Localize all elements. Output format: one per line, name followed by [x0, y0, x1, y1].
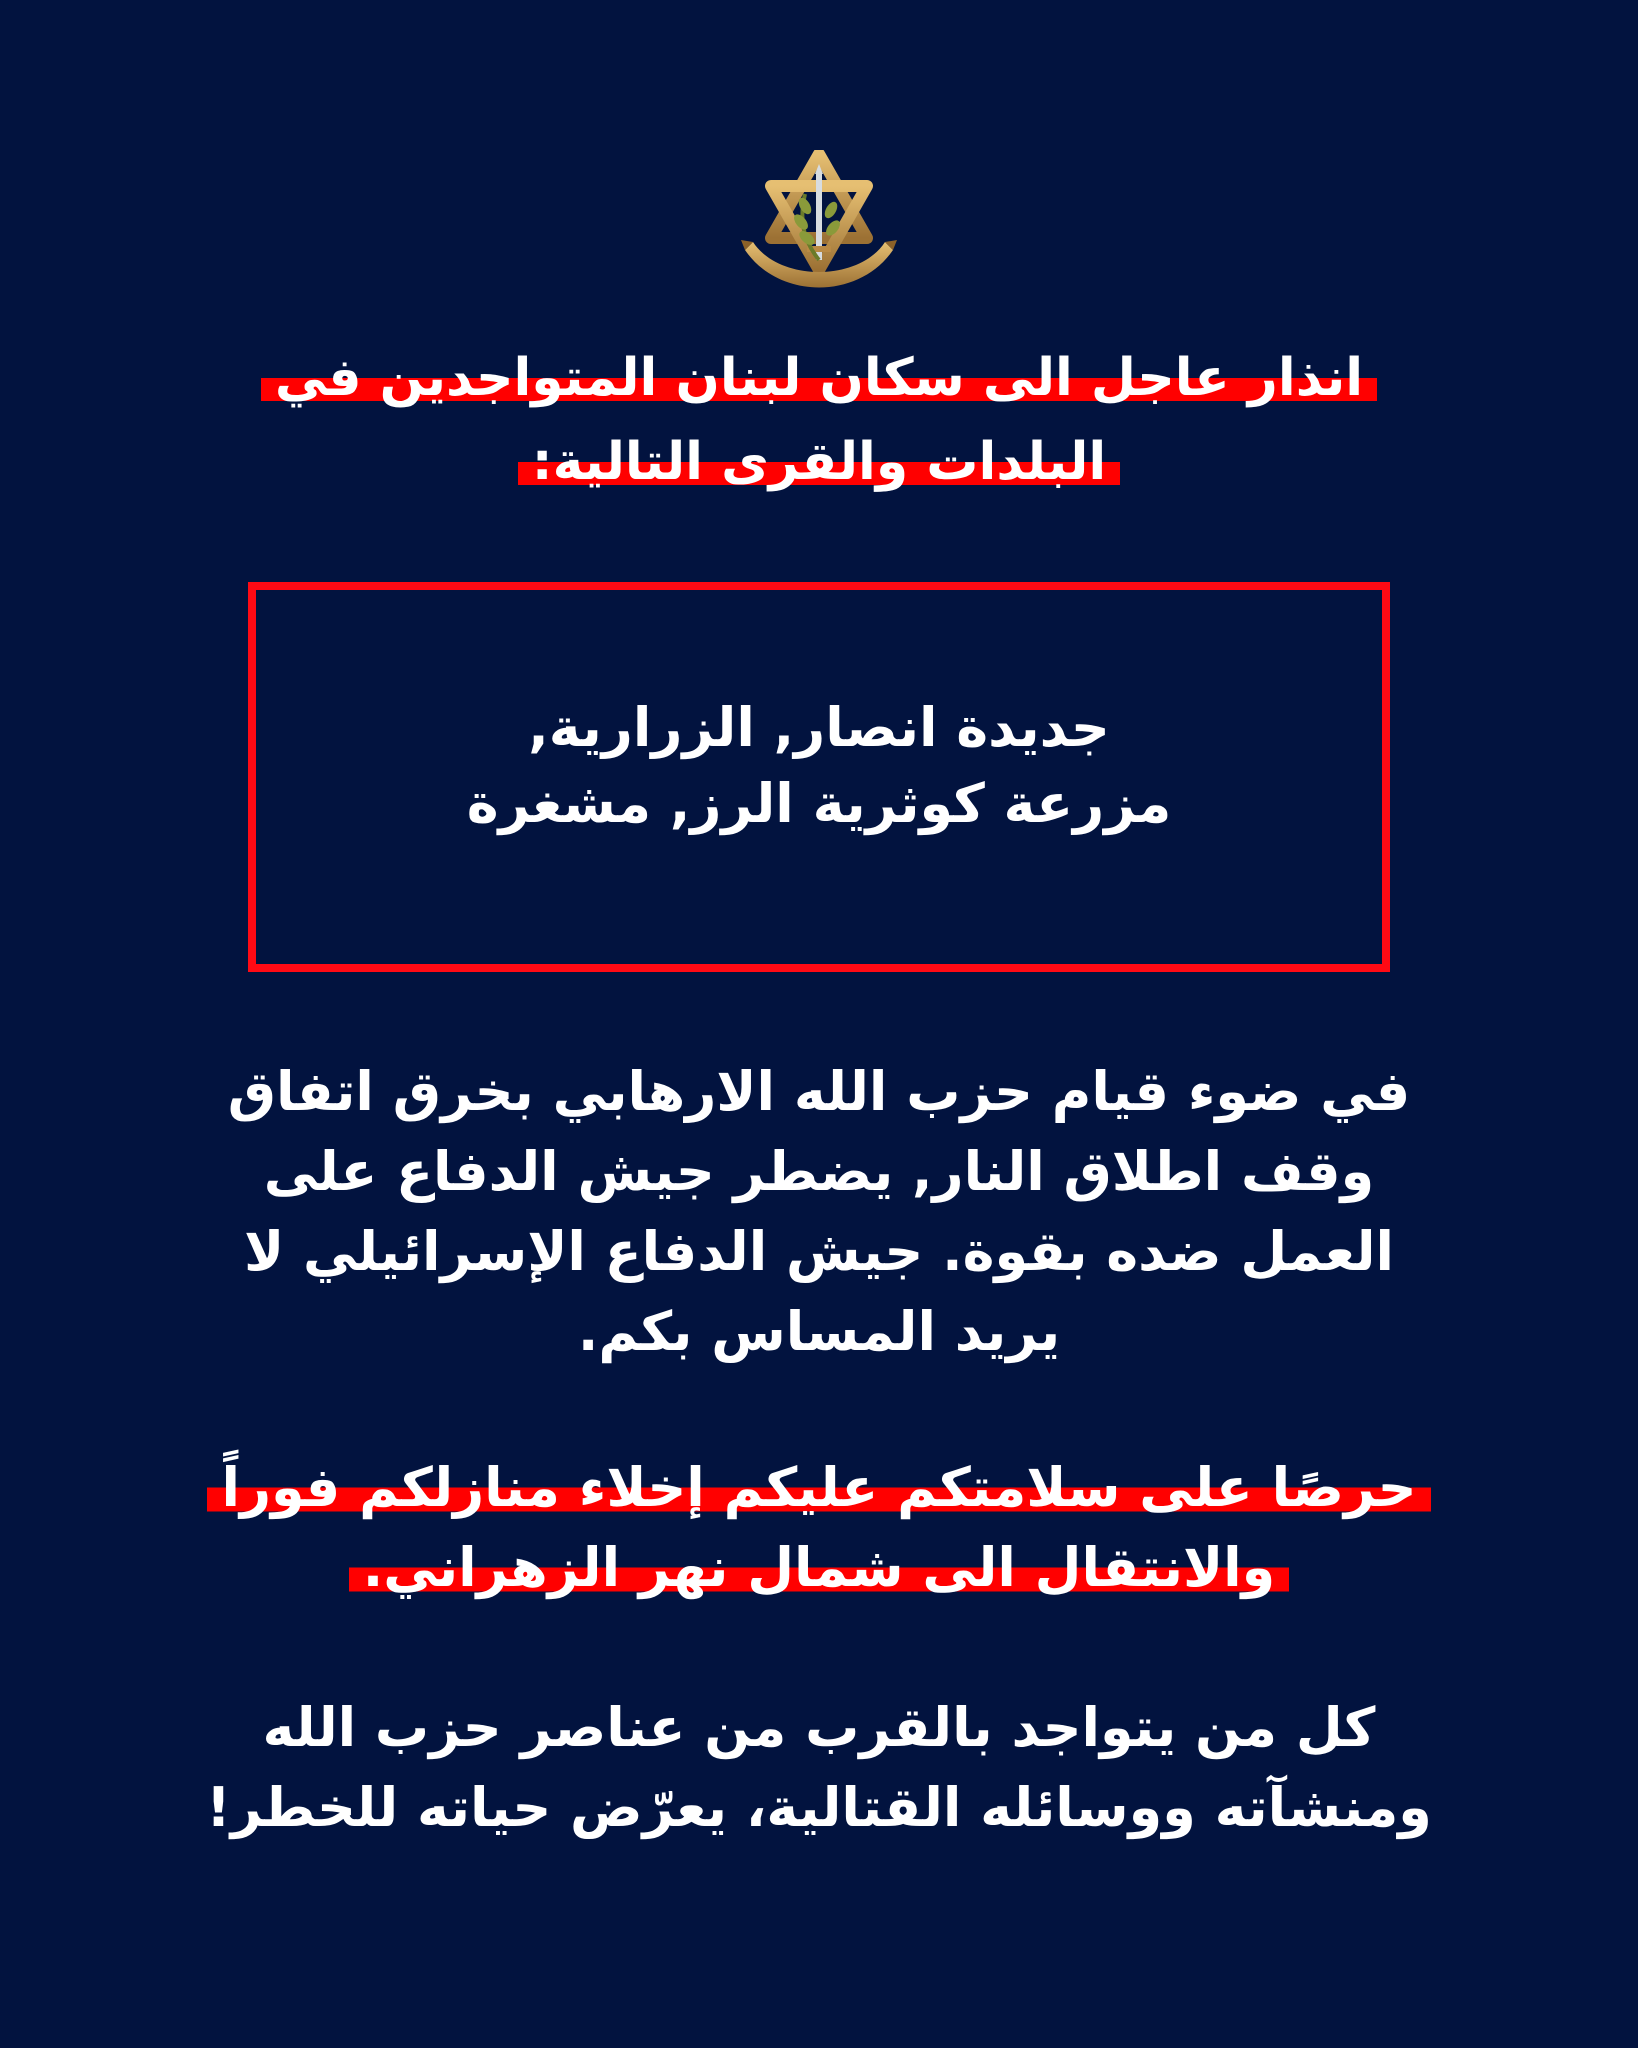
- villages-list: [256, 690, 1382, 842]
- warning-line-1: كل من يتواجد بالقرب من عناصر حزب الله: [262, 1696, 1376, 1759]
- evacuation-line-2: والانتقال الى شمال نهر الزهراني.: [349, 1536, 1290, 1599]
- warning-line-2: ومنشآته ووسائله القتالية، يعرّض حياته للخطر!: [206, 1776, 1432, 1839]
- evacuation-notice: [0, 1448, 1638, 1608]
- villages-box: [248, 582, 1390, 972]
- body-paragraph: [0, 1052, 1638, 1372]
- headline-line-1: انذار عاجل الى سكان لبنان المتواجدين في: [261, 348, 1377, 408]
- idf-star-emblem-icon: [739, 150, 899, 300]
- evacuation-line-1: حرصًا على سلامتكم عليكم إخلاء منازلكم فوراً: [207, 1456, 1430, 1519]
- body-line-4: يريد المساس بكم.: [577, 1300, 1061, 1363]
- villages-line-1: جديدة انصار, الزرارية,: [528, 696, 1110, 759]
- body-line-3: العمل ضده بقوة. جيش الدفاع الإسرائيلي لا: [243, 1220, 1395, 1283]
- villages-line-2: مزرعة كوثرية الرز, مشغرة: [466, 772, 1172, 835]
- headline: [0, 336, 1638, 504]
- body-line-2: وقف اطلاق النار, يضطر جيش الدفاع على: [263, 1140, 1375, 1203]
- idf-emblem: [739, 150, 899, 300]
- body-line-1: في ضوء قيام حزب الله الارهابي بخرق اتفاق: [227, 1060, 1411, 1123]
- danger-warning: [0, 1688, 1638, 1848]
- headline-line-2: البلدات والقرى التالية:: [518, 432, 1120, 492]
